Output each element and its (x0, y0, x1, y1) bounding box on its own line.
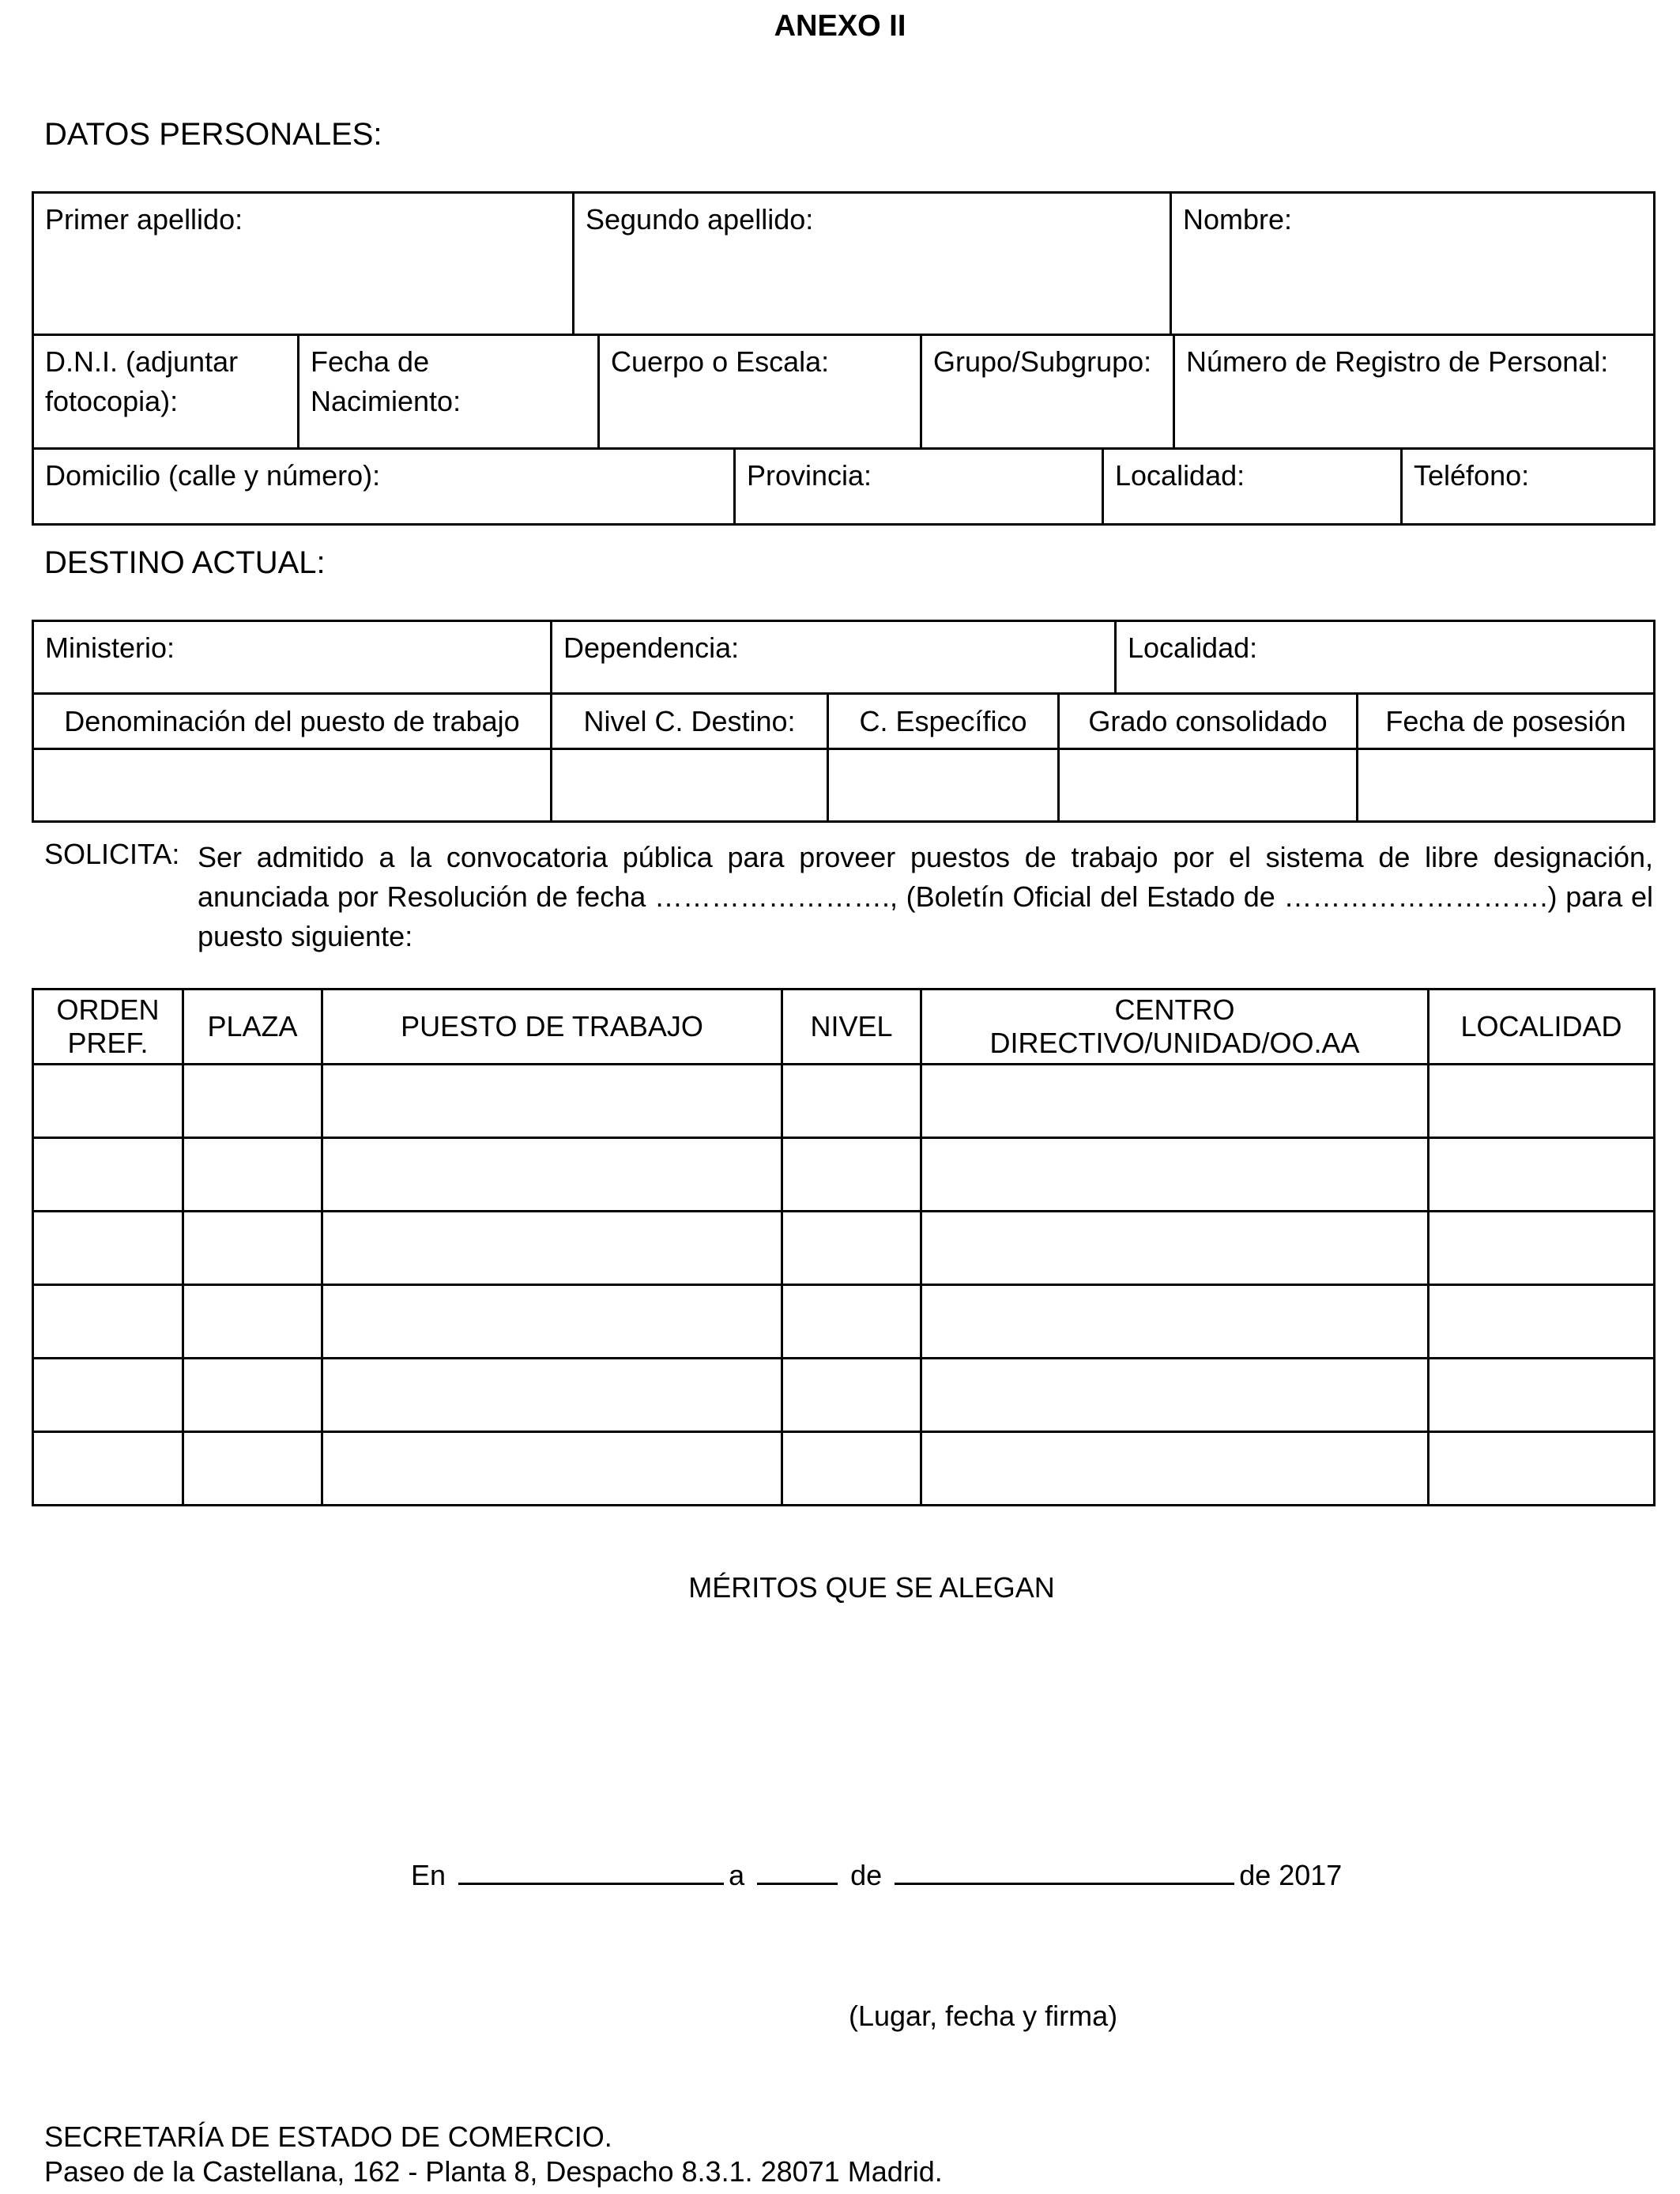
table-cell[interactable] (1429, 1212, 1655, 1285)
table-cell[interactable] (322, 1138, 782, 1212)
date-a-label: a (729, 1859, 745, 1891)
primer-apellido-field[interactable]: Primer apellido: (33, 193, 574, 335)
table-cell[interactable] (1429, 1285, 1655, 1359)
table-cell[interactable] (183, 1432, 322, 1506)
table-cell[interactable] (322, 1212, 782, 1285)
table-cell[interactable] (782, 1359, 921, 1432)
header-puesto-trabajo: PUESTO DE TRABAJO (322, 990, 782, 1065)
table-row (33, 1065, 1655, 1138)
table-cell[interactable] (921, 1138, 1429, 1212)
table-cell[interactable] (183, 1065, 322, 1138)
table-row (33, 1138, 1655, 1212)
ministerio-field[interactable]: Ministerio: (33, 621, 552, 694)
table-row (33, 1359, 1655, 1432)
fecha-posesion-label: Fecha de posesión (1358, 694, 1655, 749)
header-nivel: NIVEL (782, 990, 921, 1065)
telefono-field[interactable]: Teléfono: (1402, 449, 1655, 525)
footer-line2: Paseo de la Castellana, 162 - Planta 8, Despacho 8.3.1. 28071 Madrid. (44, 2155, 943, 2188)
table-cell[interactable] (921, 1065, 1429, 1138)
destino-actual-heading: DESTINO ACTUAL: (44, 545, 326, 580)
domicilio-field[interactable]: Domicilio (calle y número): (33, 449, 735, 525)
table-cell[interactable] (33, 1359, 183, 1432)
table-cell[interactable] (183, 1285, 322, 1359)
date-year-label: de 2017 (1239, 1859, 1343, 1891)
nombre-field[interactable]: Nombre: (1171, 193, 1655, 335)
table-cell[interactable] (183, 1359, 322, 1432)
table-cell[interactable] (33, 1138, 183, 1212)
denominacion-puesto-label: Denominación del puesto de trabajo (33, 694, 552, 749)
header-plaza: PLAZA (183, 990, 322, 1065)
table-cell[interactable] (33, 1432, 183, 1506)
mes-blank[interactable] (895, 1854, 1234, 1885)
firma-label: (Lugar, fecha y firma) (849, 2000, 1118, 2032)
table-cell[interactable] (1429, 1432, 1655, 1506)
table-cell[interactable] (921, 1359, 1429, 1432)
table-cell[interactable] (782, 1065, 921, 1138)
table-cell[interactable] (1429, 1359, 1655, 1432)
solicita-text: Ser admitido a la convocatoria pública para proveer puestos de trabajo por el sistema de libre designación, anunciada por Resolución de fecha ……………………., (Boletín Oficial del Estado de ……………………….) para el puesto siguiente: (198, 841, 1653, 952)
dia-blank[interactable] (757, 1854, 838, 1885)
table-row (33, 1212, 1655, 1285)
dependencia-field[interactable]: Dependencia: (552, 621, 1116, 694)
table-row (33, 1285, 1655, 1359)
table-cell[interactable] (322, 1065, 782, 1138)
table-cell[interactable] (921, 1285, 1429, 1359)
document-title: ANEXO II (774, 9, 906, 43)
nivel-destino-value[interactable] (552, 749, 828, 822)
table-cell[interactable] (322, 1432, 782, 1506)
grado-consolidado-value[interactable] (1059, 749, 1358, 822)
table-cell[interactable] (782, 1432, 921, 1506)
table-cell[interactable] (33, 1212, 183, 1285)
fecha-posesion-value[interactable] (1358, 749, 1655, 822)
localidad-field[interactable]: Localidad: (1103, 449, 1402, 525)
cuerpo-escala-field[interactable]: Cuerpo o Escala: (599, 335, 921, 449)
lugar-blank[interactable] (458, 1854, 724, 1885)
destino-actual-row2 (32, 692, 1656, 823)
segundo-apellido-field[interactable]: Segundo apellido: (574, 193, 1171, 335)
table-cell[interactable] (322, 1285, 782, 1359)
destino-actual-row1 (32, 620, 1656, 695)
table-cell[interactable] (921, 1212, 1429, 1285)
grado-consolidado-label: Grado consolidado (1059, 694, 1358, 749)
numero-registro-field[interactable]: Número de Registro de Personal: (1174, 335, 1655, 449)
provincia-field[interactable]: Provincia: (735, 449, 1103, 525)
date-en-label: En (411, 1859, 446, 1891)
table-cell[interactable] (782, 1212, 921, 1285)
table-cell[interactable] (921, 1432, 1429, 1506)
solicita-label: SOLICITA: (44, 838, 180, 870)
fecha-nacimiento-field[interactable]: Fecha de Nacimiento: (299, 335, 599, 449)
header-orden-pref: ORDEN PREF. (33, 990, 183, 1065)
table-cell[interactable] (33, 1285, 183, 1359)
table-cell[interactable] (1429, 1138, 1655, 1212)
table-cell[interactable] (322, 1359, 782, 1432)
table-cell[interactable] (33, 1065, 183, 1138)
date-line (411, 1854, 1342, 1892)
c-especifico-label: C. Específico (828, 694, 1059, 749)
table-cell[interactable] (183, 1138, 322, 1212)
dni-field[interactable]: D.N.I. (adjuntar fotocopia): (33, 335, 299, 449)
nivel-destino-label: Nivel C. Destino: (552, 694, 828, 749)
date-de-label: de (850, 1859, 883, 1891)
datos-personales-row2 (32, 334, 1656, 450)
grupo-subgrupo-field[interactable]: Grupo/Subgrupo: (921, 335, 1174, 449)
meritos-heading: MÉRITOS QUE SE ALEGAN (688, 1571, 1055, 1604)
denominacion-puesto-value[interactable] (33, 749, 552, 822)
header-localidad: LOCALIDAD (1429, 990, 1655, 1065)
puestos-table (32, 988, 1656, 1506)
c-especifico-value[interactable] (828, 749, 1059, 822)
datos-personales-row3 (32, 447, 1656, 526)
header-centro-directivo: CENTRO DIRECTIVO/UNIDAD/OO.AA (921, 990, 1429, 1065)
table-cell[interactable] (782, 1285, 921, 1359)
table-row (33, 1432, 1655, 1506)
table-cell[interactable] (183, 1212, 322, 1285)
footer-line1: SECRETARÍA DE ESTADO DE COMERCIO. (44, 2120, 612, 2153)
destino-localidad-field[interactable]: Localidad: (1116, 621, 1655, 694)
datos-personales-row1 (32, 191, 1656, 336)
table-cell[interactable] (782, 1138, 921, 1212)
datos-personales-heading: DATOS PERSONALES: (44, 117, 382, 152)
table-cell[interactable] (1429, 1065, 1655, 1138)
